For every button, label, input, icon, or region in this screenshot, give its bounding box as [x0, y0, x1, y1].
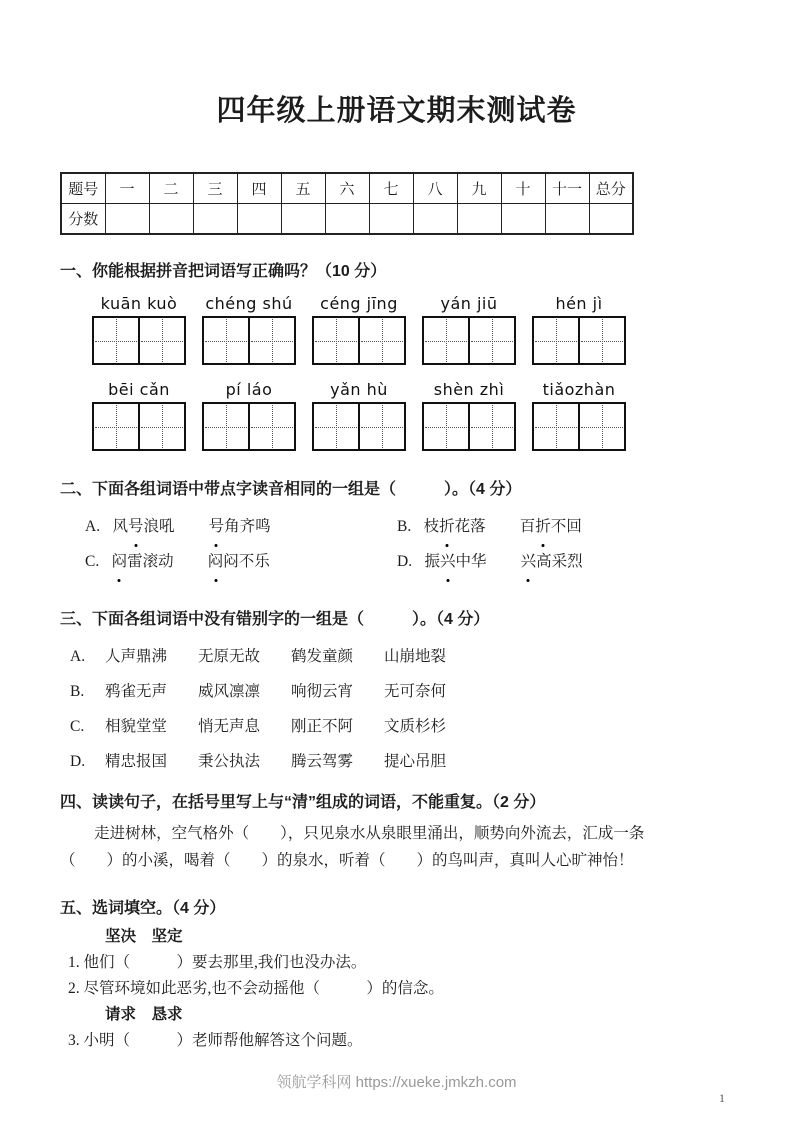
q2-option-D [397, 544, 733, 579]
option-label: A. [85, 518, 101, 535]
phrase-char: 闷 [208, 544, 224, 579]
option-word: 鸦雀无声 [105, 683, 168, 700]
option-word: 刚正不阿 [291, 718, 354, 735]
phrase-char: 不 [238, 553, 255, 570]
score-table-col-header: 八 [413, 173, 457, 204]
option-word: 精忠报国 [105, 753, 168, 770]
phrase-char: 不 [550, 518, 567, 535]
writing-cell [358, 318, 404, 363]
dotted-phrase [424, 553, 486, 570]
page-title: 四年级上册语文期末测试卷 [216, 95, 577, 127]
character-writing-grid [92, 402, 186, 451]
phrase-char: 回 [566, 518, 582, 535]
writing-cell [94, 404, 138, 449]
pinyin-label: yán jiū [440, 294, 498, 313]
option-word: 秉公执法 [198, 753, 261, 770]
score-table-empty-cell [281, 204, 325, 235]
q1-word-row [93, 293, 733, 365]
q5-word-choices: 坚决 坚定 [105, 928, 183, 945]
q3-option-D [70, 744, 733, 779]
option-word: 文质杉杉 [384, 718, 447, 735]
question-3-heading: 三、下面各组词语中没有错别字的一组是（ ）。（4 分） [60, 611, 490, 628]
score-table-empty-cell [237, 204, 281, 235]
character-writing-grid [532, 402, 626, 451]
score-table-empty-cell [413, 204, 457, 235]
q1-word-row [93, 379, 733, 451]
phrase-char: 振 [424, 553, 440, 570]
writing-word-block [423, 379, 515, 451]
phrase-char: 折 [535, 509, 551, 544]
character-writing-grid [202, 402, 296, 451]
writing-cell [204, 318, 248, 363]
option-word: 山崩地裂 [384, 648, 447, 665]
writing-cell [468, 318, 514, 363]
phrase-char: 折 [439, 509, 455, 544]
phrase-char: 号 [128, 509, 144, 544]
score-table-col-header: 六 [325, 173, 369, 204]
q2-option-B [397, 509, 733, 544]
score-table-score-row [61, 204, 633, 235]
score-table [60, 172, 634, 235]
score-table-row-label: 分数 [61, 204, 105, 235]
character-writing-grid [202, 316, 296, 365]
pinyin-label: tiǎozhàn [542, 380, 616, 399]
score-table-col-header: 一 [105, 173, 149, 204]
option-word: 腾云驾雾 [291, 753, 354, 770]
q5-sentence: 2. 尽管环境如此恶劣,也不会动摇他（ ）的信念。 [68, 980, 444, 997]
q4-sentence-line: （ ）的小溪，喝着（ ）的泉水，听着（ ）的鸟叫声，真叫人心旷神怡！ [60, 852, 634, 869]
option-label: B. [397, 518, 412, 535]
character-writing-grid [532, 316, 626, 365]
character-writing-grid [422, 402, 516, 451]
phrase-char: 吼 [159, 518, 175, 535]
writing-cell [358, 404, 404, 449]
phrase-char: 花 [454, 518, 471, 535]
writing-cell [248, 318, 294, 363]
writing-word-block [93, 293, 185, 365]
writing-cell [578, 318, 624, 363]
score-table-col-header: 九 [457, 173, 501, 204]
writing-cell [314, 318, 358, 363]
page-number: 1 [719, 1091, 725, 1105]
score-table-empty-cell [193, 204, 237, 235]
phrase-char: 闷 [223, 553, 239, 570]
score-table-header-row [61, 173, 633, 204]
dotted-phrase [208, 553, 270, 570]
phrase-char: 兴 [521, 544, 537, 579]
phrase-char: 角 [224, 518, 240, 535]
phrase-char: 浪 [143, 518, 160, 535]
character-writing-grid [92, 316, 186, 365]
q3-option-C [70, 709, 733, 744]
option-word: 相貌堂堂 [105, 718, 168, 735]
option-word: 无原无故 [198, 648, 261, 665]
score-table-empty-cell [105, 204, 149, 235]
footer-site-link: 领航学科网 https://xueke.jmkzh.com [276, 1074, 517, 1091]
question-4-heading: 四、读读句子，在括号里写上与“清”组成的词语，不能重复。（2 分） [60, 794, 546, 811]
score-table-empty-cell [149, 204, 193, 235]
score-table-col-header: 十 [501, 173, 545, 204]
phrase-char: 动 [158, 553, 174, 570]
character-writing-grid [422, 316, 516, 365]
q5-sentence: 3. 小明（ ）老师帮他解答这个问题。 [68, 1032, 363, 1049]
question-5-heading: 五、选词填空。（4 分） [60, 900, 226, 917]
option-label: A. [70, 648, 86, 665]
score-table-col-header: 三 [193, 173, 237, 204]
score-table-empty-cell [457, 204, 501, 235]
phrase-char: 枝 [423, 518, 440, 535]
writing-cell [424, 404, 468, 449]
writing-cell [248, 404, 294, 449]
pinyin-label: pí láo [225, 380, 273, 399]
q4-sentence-line: 走进树林，空气格外（ ），只见泉水从泉眼里涌出，顺势向外流去，汇成一条 [94, 825, 645, 842]
question-1-section [60, 261, 733, 451]
q3-option-A [70, 639, 733, 674]
phrase-char: 齐 [239, 518, 256, 535]
question-4-section [60, 792, 733, 874]
option-word: 提心吊胆 [384, 753, 447, 770]
score-table-col-header: 二 [149, 173, 193, 204]
q2-options [85, 509, 733, 579]
option-label: B. [70, 683, 85, 700]
writing-cell [138, 318, 184, 363]
q3-options [70, 639, 733, 779]
score-table-col-header: 十一 [545, 173, 589, 204]
score-table-empty-cell [325, 204, 369, 235]
score-table-empty-cell [589, 204, 633, 235]
writing-cell [534, 404, 578, 449]
writing-word-block [313, 293, 405, 365]
phrase-char: 烈 [567, 553, 583, 570]
q3-option-B [70, 674, 733, 709]
question-3-section [60, 609, 733, 779]
option-word: 悄无声息 [198, 718, 261, 735]
pinyin-label: kuān kuò [100, 294, 178, 313]
phrase-char: 高 [536, 553, 552, 570]
score-table-empty-cell [545, 204, 589, 235]
writing-word-block [533, 379, 625, 451]
q5-sentence: 1. 他们（ ）要去那里,我们也没办法。 [68, 954, 367, 971]
option-word: 威风凛凛 [198, 683, 261, 700]
phrase-char: 风 [112, 518, 128, 535]
pinyin-label: shèn zhì [433, 380, 505, 399]
option-label: C. [85, 553, 100, 570]
pinyin-label: céng jīng [320, 294, 398, 313]
phrase-char: 闷 [112, 544, 128, 579]
phrase-char: 百 [519, 518, 536, 535]
pinyin-label: hén jì [555, 294, 603, 313]
writing-cell [138, 404, 184, 449]
phrase-char: 华 [471, 553, 487, 570]
writing-cell [468, 404, 514, 449]
phrase-char: 滚 [142, 553, 159, 570]
score-table-empty-cell [369, 204, 413, 235]
phrase-char: 鸣 [255, 518, 271, 535]
score-table-col-header: 七 [369, 173, 413, 204]
score-table-empty-cell [501, 204, 545, 235]
phrase-char: 落 [470, 518, 486, 535]
writing-cell [534, 318, 578, 363]
option-word: 无可奈何 [384, 683, 447, 700]
q2-option-A [85, 509, 397, 544]
writing-word-block [533, 293, 625, 365]
dotted-phrase [112, 518, 174, 535]
option-label: D. [397, 553, 413, 570]
option-label: C. [70, 718, 85, 735]
option-word: 鹤发童颜 [291, 648, 354, 665]
pinyin-label: bēi cǎn [108, 380, 170, 399]
option-word: 响彻云宵 [291, 683, 354, 700]
writing-word-block [203, 379, 295, 451]
option-word: 人声鼎沸 [105, 648, 168, 665]
writing-cell [424, 318, 468, 363]
pinyin-label: chéng shú [205, 294, 293, 313]
character-writing-grid [312, 402, 406, 451]
writing-word-block [93, 379, 185, 451]
dotted-phrase [521, 553, 583, 570]
phrase-char: 兴 [440, 544, 456, 579]
question-2-section [60, 479, 733, 579]
writing-cell [94, 318, 138, 363]
phrase-char: 雷 [127, 553, 143, 570]
q2-option-C [85, 544, 397, 579]
dotted-phrase [112, 553, 174, 570]
phrase-char: 中 [455, 553, 472, 570]
dotted-phrase [424, 518, 486, 535]
writing-word-block [203, 293, 295, 365]
phrase-char: 采 [551, 553, 568, 570]
phrase-char: 号 [209, 509, 225, 544]
question-5-section [60, 898, 733, 1054]
writing-cell [204, 404, 248, 449]
q5-word-choices: 请求 恳求 [105, 1006, 183, 1023]
question-1-heading: 一、你能根据拼音把词语写正确吗？（10 分） [60, 263, 387, 280]
question-2-heading: 二、下面各组词语中带点字读音相同的一组是（ ）。（4 分） [60, 481, 522, 498]
option-label: D. [70, 753, 86, 770]
q5-body [60, 924, 733, 1054]
dotted-phrase [209, 518, 271, 535]
writing-word-block [313, 379, 405, 451]
score-table-corner-label: 题号 [61, 173, 105, 204]
character-writing-grid [312, 316, 406, 365]
phrase-char: 乐 [254, 553, 270, 570]
score-table-col-header: 五 [281, 173, 325, 204]
dotted-phrase [520, 518, 582, 535]
score-table-col-header: 总分 [589, 173, 633, 204]
score-table-col-header: 四 [237, 173, 281, 204]
pinyin-label: yǎn hù [330, 380, 388, 399]
writing-word-block [423, 293, 515, 365]
writing-cell [314, 404, 358, 449]
writing-cell [578, 404, 624, 449]
